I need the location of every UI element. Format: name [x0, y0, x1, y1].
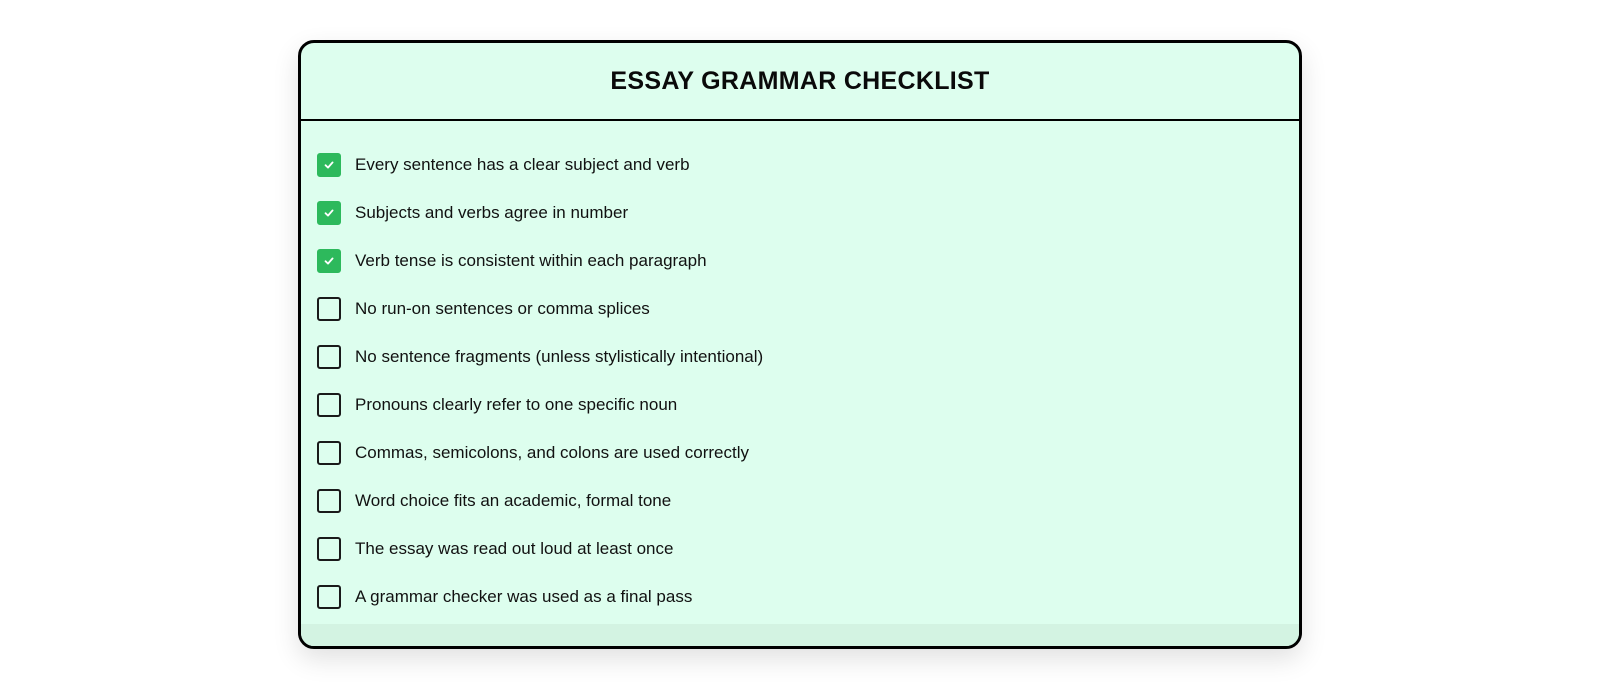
checklist-card — [298, 40, 1302, 649]
checklist-items — [301, 121, 1299, 621]
checklist-item-label: Word choice fits an academic, formal tone — [355, 491, 672, 510]
checklist-item-label: No run-on sentences or comma splices — [355, 299, 650, 318]
checkbox[interactable] — [317, 345, 341, 369]
checkbox[interactable] — [317, 441, 341, 465]
checklist-item[interactable] — [301, 525, 1299, 573]
checklist-item[interactable] — [301, 573, 1299, 621]
checklist-item[interactable] — [301, 429, 1299, 477]
checklist-item[interactable] — [301, 189, 1299, 237]
checklist-item[interactable] — [301, 381, 1299, 429]
checklist-item-label: No sentence fragments (unless stylistically intentional) — [355, 347, 764, 366]
checkbox[interactable] — [317, 537, 341, 561]
checkbox[interactable] — [317, 393, 341, 417]
checklist-item[interactable] — [301, 285, 1299, 333]
checkbox[interactable] — [317, 585, 341, 609]
checkmark-icon — [323, 207, 335, 219]
checklist-title: ESSAY GRAMMAR CHECKLIST — [610, 66, 990, 95]
checkmark-icon — [323, 255, 335, 267]
checklist-header — [301, 43, 1299, 121]
checklist-item[interactable] — [301, 141, 1299, 189]
checkmark-icon — [323, 159, 335, 171]
checklist-item[interactable] — [301, 477, 1299, 525]
checklist-item-label: A grammar checker was used as a final pass — [355, 587, 693, 606]
checklist-item[interactable] — [301, 237, 1299, 285]
checkbox[interactable] — [317, 201, 341, 225]
checkbox[interactable] — [317, 249, 341, 273]
checkbox[interactable] — [317, 489, 341, 513]
checkbox[interactable] — [317, 297, 341, 321]
checklist-item-label: Commas, semicolons, and colons are used correctly — [355, 443, 749, 462]
checklist-item-label: Verb tense is consistent within each paragraph — [355, 251, 707, 270]
checklist-item-label: Every sentence has a clear subject and verb — [355, 155, 690, 174]
checklist-item[interactable] — [301, 333, 1299, 381]
checkbox[interactable] — [317, 153, 341, 177]
checklist-footer — [301, 624, 1299, 646]
checklist-item-label: Pronouns clearly refer to one specific noun — [355, 395, 678, 414]
checklist-item-label: The essay was read out loud at least once — [355, 539, 674, 558]
checklist-item-label: Subjects and verbs agree in number — [355, 203, 629, 222]
